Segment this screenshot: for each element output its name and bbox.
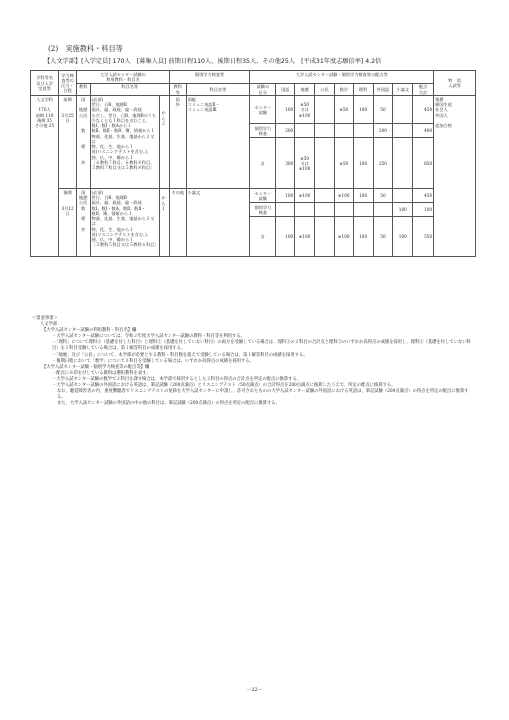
header-center-subjects: 大学入試センター試験の 利用教科・科目名 xyxy=(76,71,169,84)
header-individual: 個別学力検査等 xyxy=(169,71,249,84)
score-total: 450 xyxy=(413,96,434,124)
score-cell: 100 xyxy=(353,138,373,189)
zenki-kyouka: 国 地歴 公民 数 理 外 xyxy=(76,96,90,189)
notes-faculty: 人文学部 xyxy=(40,322,58,328)
header-kyouka: 教科 xyxy=(76,83,90,96)
header-rika: 理科 xyxy=(353,83,373,96)
score-cell: ※100 xyxy=(334,189,353,203)
header-indiv-kyouka: 教科 等 xyxy=(169,83,186,96)
list-item: ・後期日程において「数学」について２科目を受験している場合は、いずれか高得点の成績を採用する。 xyxy=(52,358,254,364)
list-item: ・「理科」について理科①（基礎を付した科目）と理科②（基礎を付していない科目）の両方を受験している場合は、理科①の２科目の合計点と理科②のいずれか高得点の成績を採用し、理科①（基礎を付していない科目）を２科目受験している場合は、第１解答科目の成績を採用する。 xyxy=(52,340,471,352)
list-item: なお、聴覚障害者の内、重度難聴者でリスニングテストの免除を大学入試センターに申請し、許可されたものの大学入試センター試験の外国語における英語は、筆記試験（200点満点）の得点を所定の配点に換算する。 xyxy=(57,389,469,401)
score-cell: 100 xyxy=(353,96,373,124)
list-item: また、大学入試センター試験の外国語の中の他の科目は、筆記試験（200点満点）の得点を所定の配点に換算する。 xyxy=(57,401,280,407)
score-kubun: センター 試験 xyxy=(250,96,276,124)
kouki-kyouka: 国 地歴 公民 数 理 外 xyxy=(76,189,90,257)
header-koumin: 公民 xyxy=(315,83,335,96)
score-cell xyxy=(315,124,335,138)
score-cell xyxy=(353,124,373,138)
score-cell: 50 xyxy=(373,217,393,257)
score-cell xyxy=(393,138,413,189)
score-cell: ※50 xyxy=(334,138,353,189)
special-cell: 推薦 帰国生徒 社会人 外国人 追加合格 xyxy=(434,96,476,257)
header-kokugo: 国語 xyxy=(276,83,295,96)
kouki-indiv-kamoku: 小論文 xyxy=(186,189,250,257)
table-row xyxy=(31,189,476,203)
score-cell: ※50 又は ※100 xyxy=(295,96,315,124)
score-cell xyxy=(334,203,353,217)
section-title: (2) 実施教科・科目等 xyxy=(48,44,123,53)
kouki-kara1: から１ xyxy=(160,189,169,257)
notes-section xyxy=(32,316,472,407)
score-cell xyxy=(295,124,315,138)
score-cell xyxy=(315,189,335,203)
score-cell xyxy=(373,203,393,217)
faculty-heading: 【人文学部】[入学定員] 170人 [募集人員] 前期日程110人、後期日程35人、その他25人 [平成31年度志願倍率] 4.2倍 xyxy=(44,58,382,65)
page-number: －22－ xyxy=(246,687,263,693)
score-cell: 100 xyxy=(393,203,413,217)
score-cell xyxy=(315,138,335,189)
list-item: ・配点に※印を付している教科は選択教科を表す。 xyxy=(52,370,151,376)
score-cell: 100 xyxy=(353,189,373,203)
score-cell: 100 xyxy=(353,217,373,257)
dept-cell: 人文学科 170人 前期 110 後期 35 その他 25 xyxy=(31,96,59,257)
notes-title: ＜留意事項＞ xyxy=(32,316,58,321)
kouki-indiv-kyouka: その他 xyxy=(169,189,186,257)
list-item: ・大学入試センター試験については、令和２年度大学入試センター試験の教科・科目等を利用する。 xyxy=(52,334,245,340)
kouki-kamoku: (必須) 世日、日B、地理B 現社、倫、政経、倫・政経 数Ⅰ、数Ⅰ・数A、数Ⅱ、数Ⅱ・ 数B、簿、情報から１ 物基、化基、生基、地基から２又は 物、化、生、地から１ 英(リスニングテストを含む。)、 独、仏、中、韓から１ 〔５教科５科目又は５教科６科目〕 xyxy=(90,189,160,257)
list-item: ・大学入試センター試験の数学で２科目を課す場合は、本学部で採用するとした２科目の得点の合計点を所定の配点に換算する。 xyxy=(52,376,302,382)
score-total: 550 xyxy=(413,217,434,257)
score-cell xyxy=(315,96,335,124)
score-cell xyxy=(393,124,413,138)
header-row-2 xyxy=(31,83,476,96)
score-cell xyxy=(393,189,413,203)
header-special: 特 別 入試等 xyxy=(434,71,476,96)
score-cell: 300 xyxy=(276,138,295,189)
score-cell: 50 xyxy=(373,96,393,124)
score-cell: 250 xyxy=(373,138,393,189)
score-cell xyxy=(315,217,335,257)
kouki-schedule: 後期 3月12日 xyxy=(59,189,77,257)
zenki-kara2: から２ xyxy=(160,96,169,189)
header-shiken: 試験の 区分 xyxy=(250,83,276,96)
score-cell: 100 xyxy=(393,217,413,257)
header-indiv-kamoku: 科目名等 xyxy=(186,83,250,96)
score-total: 400 xyxy=(413,124,434,138)
score-cell: 100 xyxy=(276,217,295,257)
score-cell xyxy=(315,203,335,217)
score-cell: ※100 xyxy=(295,217,315,257)
zenki-indiv-kamoku: 国総 コミュニ英語Ⅱ・ コミュニ英語Ⅲ xyxy=(186,96,250,189)
score-kubun: 計 xyxy=(250,217,276,257)
zenki-kamoku: (必須) 世日、日B、地理B 現社、倫、政経、倫・政経 ただし、世日、日B、地理Bのうち 少なくとも１科目を含むこと。 数Ⅰ、数Ⅰ・数Aから１ 数Ⅱ、数Ⅱ・数B、簿、情報から１ 物基、化基、生基、地基から２又は 物、化、生、地から１ 英(リスニングテストを含む。)、 独、仏、中、韓から１ 〔６教科７科目、６教科８科目、 ５教科７科目又は５教科８科目〕 xyxy=(90,96,160,189)
score-kubun: 個別学力 検査 xyxy=(250,124,276,138)
score-cell: ※100 xyxy=(334,217,353,257)
score-cell: 50 xyxy=(373,189,393,203)
score-total: 850 xyxy=(413,138,434,189)
score-cell: 100 xyxy=(276,189,295,203)
header-chireki: 地歴 xyxy=(295,83,315,96)
score-total: 100 xyxy=(413,203,434,217)
header-allocation: 大学入試センター試験・個別学力検査等の配点等 xyxy=(250,71,434,84)
score-kubun: センター 試験 xyxy=(250,189,276,203)
table-row xyxy=(31,96,476,124)
score-kubun: 個別学力 検査 xyxy=(250,203,276,217)
header-suugaku: 数学 xyxy=(334,83,353,96)
header-units: 学力検 査等の 区分・ 日程 xyxy=(59,71,77,96)
score-cell: ※100 xyxy=(295,189,315,203)
score-cell xyxy=(334,124,353,138)
score-cell xyxy=(276,203,295,217)
score-kubun: 計 xyxy=(250,138,276,189)
header-total: 配点 合計 xyxy=(413,83,434,96)
score-cell: 200 xyxy=(373,124,393,138)
header-row-1 xyxy=(31,71,476,84)
header-dept: 学科等名 及び入学 定員等 xyxy=(31,71,59,96)
header-kamokumei: 科目名等 xyxy=(90,83,169,96)
list-item: ・大学入試センター試験の外国語における英語は、筆記試験（200点満点）とリスニングテスト（50点満点）の合計得点を200点満点に換算したうえで、所定の配点に換算する。 xyxy=(52,383,396,389)
header-shouronbun: 小論文 xyxy=(393,83,413,96)
zenki-indiv-kyouka: 国 外 xyxy=(169,96,186,189)
notes-heading-allocation: 【大学入試センター試験・個別学力検査等の配点等】欄 xyxy=(42,364,150,370)
score-cell: ※50 又は ※100 xyxy=(295,138,315,189)
score-cell xyxy=(353,203,373,217)
notes-heading-center: 【大学入試センター試験の利用教科・科目名】欄 xyxy=(42,328,137,334)
score-total: 450 xyxy=(413,189,434,203)
score-cell xyxy=(295,203,315,217)
score-cell xyxy=(393,96,413,124)
score-cell: 100 xyxy=(276,96,295,124)
admission-table xyxy=(30,70,476,257)
score-cell: 200 xyxy=(276,124,295,138)
zenki-schedule: 前期 2月25日 xyxy=(59,96,77,189)
list-item: ・「地歴」及び「公民」について、本学部が必要とする教科・科目数を超えて受験している場合は、第１解答科目の成績を採用する。 xyxy=(52,352,308,358)
score-cell: ※50 xyxy=(334,96,353,124)
header-gaikokugo: 外国語 xyxy=(373,83,393,96)
